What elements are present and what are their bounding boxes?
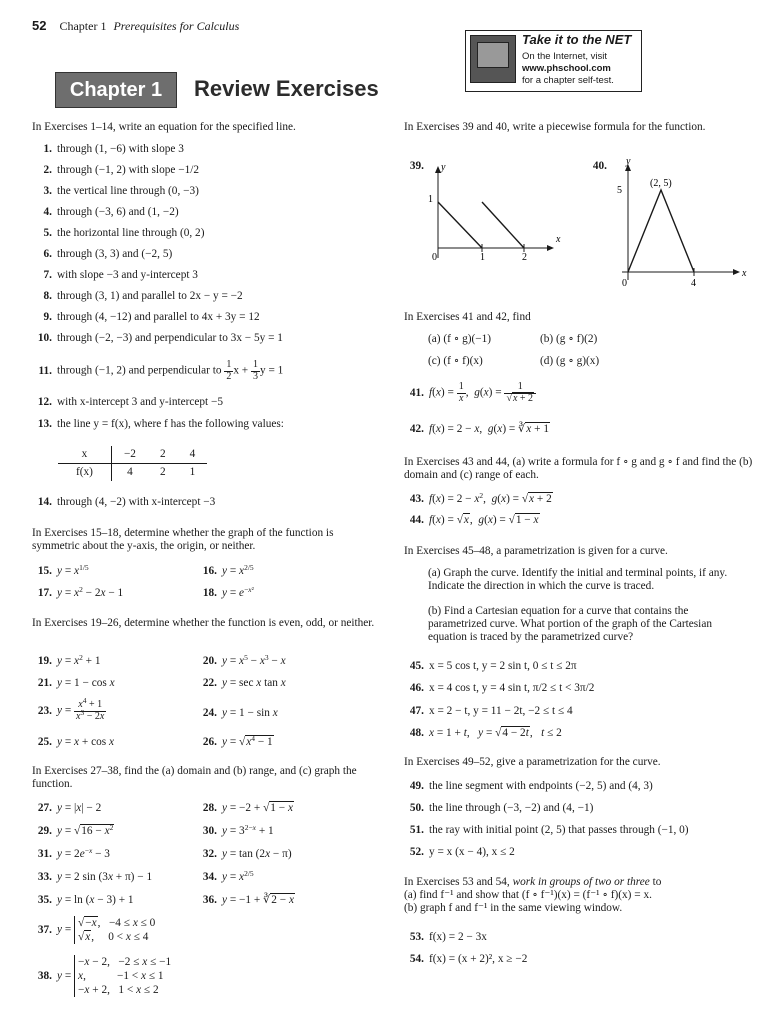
exercise-39-label: 39. <box>409 160 424 172</box>
exercise-7: 7. with slope −3 and y-intercept 3 <box>43 269 198 281</box>
instructions-53-54: In Exercises 53 and 54, work in groups of two or three to (a) find f⁻¹ and show that (f ∘ f⁻¹)(x) = (f⁻¹ ∘ f)(x) = x. (b) graph f and f⁻¹ in the same viewing window. <box>404 876 662 914</box>
chapter-badge: Chapter 1 <box>55 72 177 108</box>
exercise-44: 44. f(x) = √x, g(x) = √1 − x <box>409 514 539 526</box>
part-41a: (a) (f ∘ g)(−1) <box>428 333 492 345</box>
chapter-label: Chapter 1 <box>59 19 107 33</box>
exercise-21: 21. y = 1 − cos x <box>37 677 115 689</box>
exercise-27: 27. y = |x| − 2 <box>37 802 102 814</box>
segment-2 <box>482 202 524 248</box>
exercise-3: 3. the vertical line through (0, −3) <box>43 185 199 197</box>
exercise-24: 24. y = 1 − sin x <box>202 707 278 719</box>
page-title: Review Exercises <box>194 76 379 101</box>
instructions-43-44: In Exercises 43 and 44, (a) write a formula for f ∘ g and g ∘ f and find the (b) domain and (c) range of each. <box>404 456 753 481</box>
exercise-51: 51. the ray with initial point (2, 5) that passes through (−1, 0) <box>409 824 689 836</box>
part-45b: (b) Find a Cartesian equation for a curve that contains the parametrized curve. What portion of the graph of the Cartesian equation is traced by the parametrized curve? <box>428 605 712 643</box>
instructions-19-26: In Exercises 19–26, determine whether the function is even, odd, or neither. <box>32 617 375 629</box>
part-41b: (b) (g ∘ f)(2) <box>540 333 598 345</box>
exercise-43: 43. $f(x) = 2 - x^2$, g(x) = √x + 2 <box>409 491 552 505</box>
exercise-20: 20. $y = x^5 - x^3 - x$ <box>202 653 286 667</box>
exercise-50: 50. the line through (−3, −2) and (4, −1) <box>409 802 594 814</box>
exercise-53: 53. f(x) = 2 − 3x <box>409 931 487 943</box>
exercise-28: 28. y = −2 + √1 − x <box>202 802 293 814</box>
exercise-39-graph <box>420 158 570 266</box>
exercise-18: 18. $y = e^{-x^2}$ <box>202 585 254 599</box>
exercise-52: 52. y = x (x − 4), x ≤ 2 <box>409 846 515 858</box>
exercise-46: 46. x = 4 cos t, y = 4 sin t, π/2 ≤ t < 3π/2 <box>409 682 595 694</box>
exercise-4: 4. through (−3, 6) and (1, −2) <box>43 206 179 218</box>
exercise-33: 33. y = 2 sin (3x + π) − 1 <box>37 871 153 883</box>
instructions-41-42: In Exercises 41 and 42, find <box>404 311 531 323</box>
exercise-42: 42. f(x) = 2 − x, g(x) = ∛x + 1 <box>409 423 549 435</box>
exercise-48: 48. x = 1 + t, y = √4 − 2t, t ≤ 2 <box>409 727 562 739</box>
instructions-49-52: In Exercises 49–52, give a parametrization for the curve. <box>404 756 661 768</box>
exercise-49: 49. the line segment with endpoints (−2, 5) and (4, 3) <box>409 780 653 792</box>
chapter-title: Prerequisites for Calculus <box>113 19 240 33</box>
function-values-table: x −2 2 4 f(x) 4 2 1 <box>58 446 207 481</box>
exercise-35: 35. y = ln (x − 3) + 1 <box>37 894 134 906</box>
exercise-37: 37. y = √−x, −4 ≤ x ≤ 0 √x, 0 < x ≤ 4 <box>37 917 156 944</box>
exercise-36: 36. y = −1 + ∛2 − x <box>202 894 294 906</box>
y-tick-5: 5 <box>617 185 622 196</box>
exercise-10: 10. through (−2, −3) and perpendicular to 3x − 5y = 1 <box>37 332 283 344</box>
part-41d: (d) (g ∘ g)(x) <box>540 355 600 367</box>
exercise-8: 8. through (3, 1) and parallel to 2x − y = −2 <box>43 290 243 302</box>
net-box-url[interactable]: www.phschool.com <box>522 62 611 74</box>
exercise-19: 19. $y = x^2 + 1$ <box>37 653 101 667</box>
exercise-40-graph <box>612 156 752 292</box>
instructions-27-38: In Exercises 27–38, find the (a) domain and (b) range, and (c) graph the function. <box>32 765 357 790</box>
part-45a: (a) Graph the curve. Identify the initial and terminal points, if any. Indicate the direction in which the curve is traced. <box>428 567 728 592</box>
exercise-17: 17. $y = x^2 - 2x - 1$ <box>37 585 124 599</box>
net-box-line3: for a chapter self-test. <box>522 74 614 86</box>
exercise-29: 29. $y = √16 - x^2$ <box>37 823 114 837</box>
tent-graph <box>628 190 694 272</box>
running-head <box>32 19 239 34</box>
instructions-1-14: In Exercises 1–14, write an equation for the specified line. <box>32 121 296 133</box>
exercise-41: 41. f(x) = $\frac{1}{x}$ , g(x) = $\frac{1}{√x + 2}$ <box>404 382 536 404</box>
exercise-5: 5. the horizontal line through (0, 2) <box>43 227 205 239</box>
instructions-15-18: In Exercises 15–18, determine whether the graph of the function is symmetric about the y-axis, the origin, or neither. <box>32 527 334 552</box>
exercise-32: 32. y = tan (2x − π) <box>202 848 292 860</box>
y-tick-1: 1 <box>428 194 433 205</box>
origin-label: 0 <box>432 252 437 263</box>
x-axis-arrow <box>733 269 740 275</box>
exercise-23: 23. y = $\frac{x^4 + 1}{x^3 - 2x}$ <box>37 696 105 722</box>
exercise-40-label: 40. <box>592 160 607 172</box>
net-box-line1: On the Internet, visit <box>522 51 608 62</box>
exercise-6: 6. through (3, 3) and (−2, 5) <box>43 248 173 260</box>
exercise-9: 9. through (4, −12) and parallel to 4x + 3y = 12 <box>43 311 260 323</box>
y-axis-label: y <box>441 162 446 173</box>
exercise-31: 31. $y = 2e^{-x} - 3$ <box>37 846 110 860</box>
page-number: 52 <box>32 18 47 33</box>
x-tick-1: 1 <box>480 252 485 263</box>
x-axis-label: x <box>742 268 747 279</box>
take-it-to-the-net-box <box>465 30 642 92</box>
exercise-11: 11. through (−1, 2) and perpendicular to $\frac{1}{2}$ x + $\frac{1}{3}$ y = 1 <box>38 359 284 382</box>
exercise-38: 38. y = −x − 2, −2 ≤ x ≤ −1 x, −1 < x ≤ 1 −x + 2, 1 < x ≤ 2 <box>37 956 172 997</box>
exercise-14: 14. through (4, −2) with x-intercept −3 <box>37 496 216 508</box>
exercise-54: 54. f(x) = (x + 2)², x ≥ −2 <box>409 953 528 965</box>
exercise-2: 2. through (−1, 2) with slope −1/2 <box>43 164 200 176</box>
y-axis-label: y <box>626 156 631 167</box>
exercise-45: 45. x = 5 cos t, y = 2 sin t, 0 ≤ t ≤ 2π <box>409 660 577 672</box>
exercise-30: 30. $y = 3^{2-x} + 1$ <box>202 823 274 837</box>
x-tick-2: 2 <box>522 252 527 263</box>
part-41c: (c) (f ∘ f)(x) <box>428 355 483 367</box>
exercise-22: 22. y = sec x tan x <box>202 677 286 689</box>
peak-label: (2, 5) <box>650 178 672 189</box>
exercise-25: 25. y = x + cos x <box>37 736 114 748</box>
exercise-26: 26. $y = √x^4 - 1$ <box>202 734 273 748</box>
exercise-47: 47. x = 2 − t, y = 11 − 2t, −2 ≤ t ≤ 4 <box>409 705 573 717</box>
exercise-16: 16. $y = x^{2/5}$ <box>202 563 254 577</box>
instructions-45-48: In Exercises 45–48, a parametrization is given for a curve. <box>404 545 668 557</box>
exercise-12: 12. with x-intercept 3 and y-intercept −5 <box>37 396 224 408</box>
exercise-1: 1. through (1, −6) with slope 3 <box>43 143 184 155</box>
instructions-39-40: In Exercises 39 and 40, write a piecewise formula for the function. <box>404 121 706 133</box>
exercise-13: 13. the line y = f(x), where f has the following values: <box>37 418 284 430</box>
segment-1 <box>438 202 482 248</box>
x-axis-arrow <box>547 245 554 251</box>
computer-icon <box>470 35 516 83</box>
net-box-title: Take it to the NET <box>522 32 632 47</box>
x-axis-label: x <box>556 234 561 245</box>
exercise-15: 15. $y = x^{1/5}$ <box>37 563 89 577</box>
origin-label: 0 <box>622 278 627 289</box>
exercise-34: 34. $y = x^{2/5}$ <box>202 869 254 883</box>
x-tick-4: 4 <box>691 278 696 289</box>
